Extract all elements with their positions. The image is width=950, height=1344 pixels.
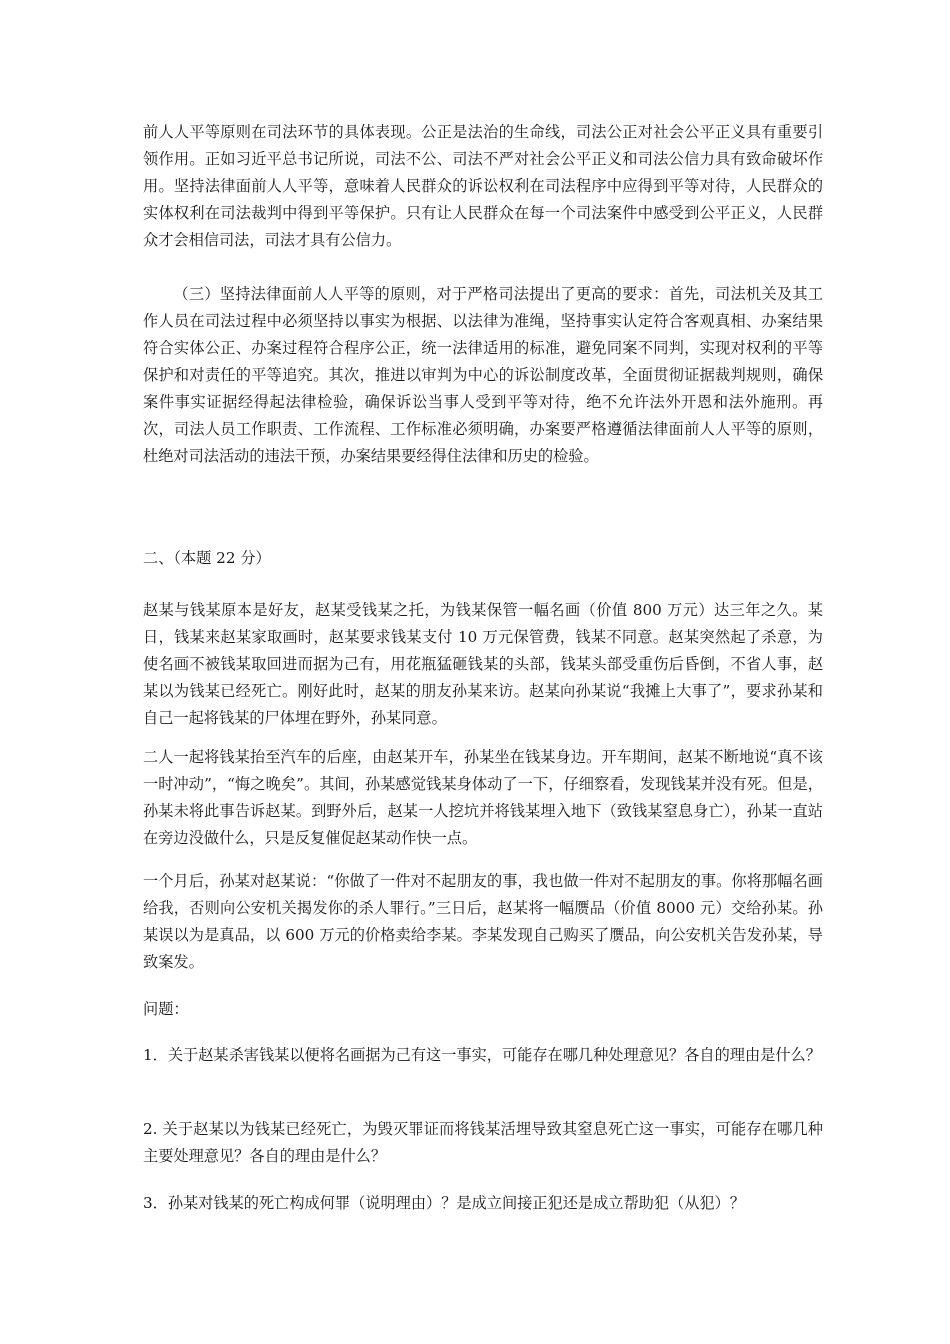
questions-label: 问题： [143, 1000, 189, 1018]
question-3: 3．孙某对钱某的死亡构成何罪（说明理由）？是成立间接正犯还是成立帮助犯（从犯）？ [143, 1194, 745, 1212]
case-paragraph-1: 赵某与钱某原本是好友，赵某受钱某之托，为钱某保管一幅名画（价值 800 万元）达三年之久。某日，钱某来赵某家取画时，赵某要求钱某支付 10 万元保管费，钱某不同意。赵某突然起了杀意，为使名画不被钱某取回进而据为己有，用花瓶猛砸钱某的头部，钱某头部受重伤后昏倒，不省人事，赵某以为钱某已经死亡。刚好此时，赵某的朋友孙某来访。赵某向孙某说“我摊上大事了”，要求孙某和自己一起将钱某的尸体埋在野外，孙某同意。 [143, 601, 823, 727]
section1-paragraph-continued: 前人人平等原则在司法环节的具体表现。公正是法治的生命线，司法公正对社会公平正义具有重要引领作用。正如习近平总书记所说，司法不公、司法不严对社会公平正义和司法公信力具有致命破坏作用。坚持法律面前人人平等，意味着人民群众的诉讼权利在司法程序中应得到平等对待，人民群众的实体权利在司法裁判中得到平等保护。只有让人民群众在每一个司法案件中感受到公平正义，人民群众才会相信司法，司法才具有公信力。 [143, 123, 823, 249]
case-paragraph-2: 二人一起将钱某抬至汽车的后座，由赵某开车，孙某坐在钱某身边。开车期间，赵某不断地说“真不该一时冲动”，“悔之晚矣”。其间，孙某感觉钱某身体动了一下，仔细察看，发现钱某并没有死。但是，孙某未将此事告诉赵某。到野外后，赵某一人挖坑并将钱某埋入地下（致钱某窒息身亡），孙某一直站在旁边没做什么，只是反复催促赵某动作快一点。 [143, 748, 823, 847]
section1-paragraph-three: （三）坚持法律面前人人平等的原则，对于严格司法提出了更高的要求：首先，司法机关及其工作人员在司法过程中必须坚持以事实为根据、以法律为准绳，坚持事实认定符合客观真相、办案结果符合实体公正、办案过程符合程序公正，统一法律适用的标准，避免同案不同判，实现对权利的平等保护和对责任的平等追究。其次，推进以审判为中心的诉讼制度改革，全面贯彻证据裁判规则，确保案件事实证据经得起法律检验，确保诉讼当事人受到平等对待，绝不允许法外开恩和法外施刑。再次，司法人员工作职责、工作流程、工作标准必须明确，办案要严格遵循法律面前人人平等的原则，杜绝对司法活动的违法干预，办案结果要经得住法律和历史的检验。 [143, 285, 823, 465]
section2-heading: 二、（本题 22 分） [143, 549, 271, 567]
case-paragraph-3: 一个月后，孙某对赵某说：“你做了一件对不起朋友的事，我也做一件对不起朋友的事。你将那幅名画给我，否则向公安机关揭发你的杀人罪行。”三日后，赵某将一幅赝品（价值 8000 元）交给孙某。孙某误以为是真品，以 600 万元的价格卖给李某。李某发现自己购买了赝品，向公安机关告发孙某，导致案发。 [143, 872, 823, 971]
question-1: 1．关于赵某杀害钱某以便将名画据为己有这一事实，可能存在哪几种处理意见？各自的理由是什么？ [143, 1046, 821, 1064]
question-2: 2. 关于赵某以为钱某已经死亡，为毁灭罪证而将钱某活埋导致其窒息死亡这一事实，可能存在哪几种主要处理意见？各自的理由是什么？ [143, 1120, 823, 1165]
